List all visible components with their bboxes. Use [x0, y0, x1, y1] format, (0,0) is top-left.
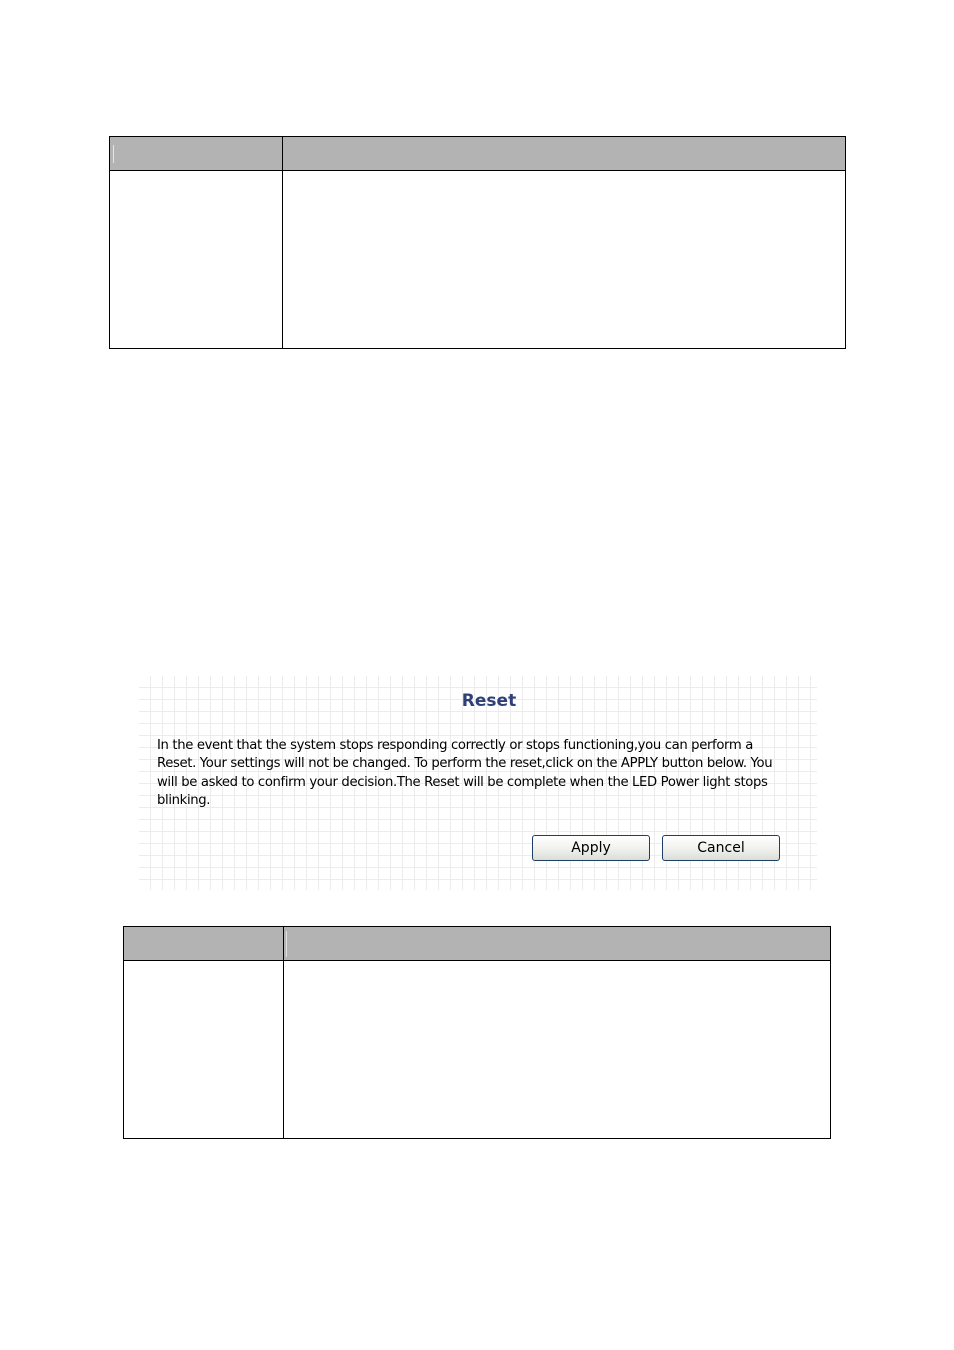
reset-panel: [139, 676, 817, 890]
table-cell-description: [283, 171, 845, 348]
header-cell-item: [110, 137, 283, 171]
header-cell-description: [284, 137, 846, 171]
page-title: Reset: [461, 691, 517, 711]
header-cell-description: [284, 927, 831, 961]
reset-description: In the event that the system stops responding correctly or stops functioning,you can perform a Reset. Your settings will not be changed. To perform the reset,click on the APPLY button below. You will be asked to confirm your decision.The Reset will be complete when the LED Power light stops blinking.: [157, 738, 773, 808]
cancel-button[interactable]: Cancel: [662, 835, 780, 861]
table-header-row: [110, 137, 845, 171]
header-separator-mark: [286, 931, 287, 957]
table-cell-description: [284, 961, 831, 1138]
table-cell-item: [110, 171, 282, 348]
table-cell-item: [124, 961, 283, 1138]
top-parameter-table: [109, 136, 846, 349]
bottom-parameter-table: [123, 926, 831, 1139]
apply-button[interactable]: Apply: [532, 835, 650, 861]
table-header-row: [124, 927, 830, 961]
header-cell-item: [124, 927, 283, 961]
